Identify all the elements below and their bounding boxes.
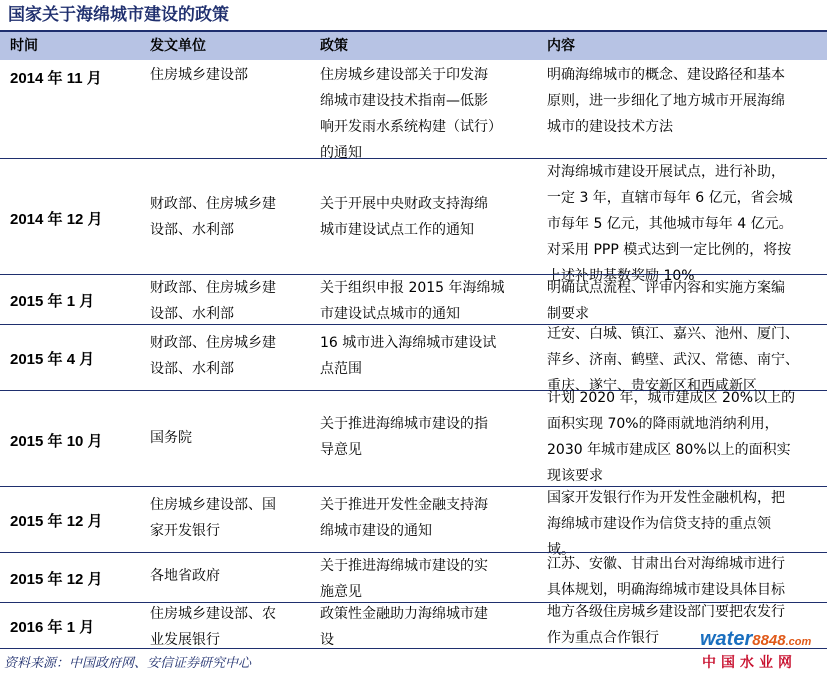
row-unit — [150, 601, 300, 653]
row-content-line: 地方各级住房城乡建设部门要把农发行 — [547, 604, 785, 620]
watermark-logo — [700, 624, 827, 675]
row-content-line: 市每年 5 亿元，其他城市每年 4 亿元。 — [547, 216, 793, 232]
row-unit-line: 设部、水利部 — [150, 361, 234, 377]
row-content-line: 一定 3 年，直辖市每年 6 亿元，省会城 — [547, 190, 793, 206]
row-policy-line: 关于推进开发性金融支持海 — [320, 497, 488, 513]
row-policy-line: 市建设试点城市的通知 — [320, 306, 460, 322]
row-content-line: 对海绵城市建设开展试点，进行补助， — [547, 164, 785, 180]
row-content-line: 原则，进一步细化了地方城市开展海绵 — [547, 93, 785, 109]
table-row — [0, 390, 827, 487]
row-policy — [320, 553, 532, 605]
row-time: 2015 年 12 月 — [10, 513, 103, 530]
row-policy — [320, 411, 532, 463]
row-content-line: 海绵城市建设作为信贷支持的重点领 — [547, 516, 771, 532]
row-unit-line: 设部、水利部 — [150, 222, 234, 238]
row-policy-line: 的通知 — [320, 145, 362, 161]
row-content-line: 上述补助基数奖励 10% — [547, 268, 695, 284]
row-policy-line: 关于推进海绵城市建设的指 — [320, 416, 488, 432]
row-content — [547, 159, 825, 289]
row-unit-line: 设部、水利部 — [150, 306, 234, 322]
logo-wordmark: water8848.com — [700, 628, 812, 650]
row-policy-line: 设 — [320, 632, 334, 648]
row-content — [547, 62, 825, 140]
row-unit — [150, 275, 300, 327]
row-policy-line: 响开发雨水系统构建（试行） — [320, 119, 502, 135]
row-unit-line: 住房城乡建设部、农 — [150, 606, 276, 622]
row-content-line: 明确海绵城市的概念、建设路径和基本 — [547, 67, 785, 83]
row-content — [547, 385, 825, 489]
row-content-line: 计划 2020 年，城市建成区 20%以上的 — [547, 390, 796, 406]
row-time: 2015 年 12 月 — [10, 571, 103, 588]
page-title: 国家关于海绵城市建设的政策 — [8, 5, 229, 25]
row-time: 2015 年 10 月 — [10, 433, 103, 450]
row-unit-line: 各地省政府 — [150, 568, 220, 584]
row-unit — [150, 425, 300, 451]
row-content — [547, 275, 825, 327]
row-policy-line: 住房城乡建设部关于印发海 — [320, 67, 488, 83]
row-policy-line: 16 城市进入海绵城市建设试 — [320, 335, 497, 351]
row-content-line: 制要求 — [547, 306, 589, 322]
row-policy-line: 施意见 — [320, 584, 362, 600]
header-policy: 政策 — [320, 38, 348, 54]
row-unit — [150, 492, 300, 544]
row-unit — [150, 191, 300, 243]
header-time: 时间 — [10, 38, 38, 54]
row-policy-line: 绵城市建设技术指南—低影 — [320, 93, 488, 109]
table-row — [0, 158, 827, 284]
row-policy — [320, 492, 532, 544]
row-policy-line: 政策性金融助力海绵城市建 — [320, 606, 488, 622]
row-policy-line: 关于推进海绵城市建设的实 — [320, 558, 488, 574]
row-policy-line: 关于组织申报 2015 年海绵城 — [320, 280, 505, 296]
table-row — [0, 60, 827, 161]
table-row — [0, 324, 827, 394]
row-unit-line: 财政部、住房城乡建 — [150, 280, 276, 296]
row-content-line: 2030 年城市建成区 80%以上的面积实 — [547, 442, 791, 458]
row-unit-line: 住房城乡建设部 — [150, 67, 248, 83]
row-content-line: 江苏、安徽、甘肃出台对海绵城市进行 — [547, 556, 785, 572]
row-unit-line: 业发展银行 — [150, 632, 220, 648]
row-time: 2015 年 1 月 — [10, 293, 95, 310]
row-unit — [150, 62, 300, 88]
row-time: 2016 年 1 月 — [10, 619, 95, 636]
row-unit — [150, 563, 300, 589]
row-content-line: 明确试点流程、评审内容和实施方案编 — [547, 280, 785, 296]
row-policy — [320, 601, 532, 653]
row-time: 2014 年 12 月 — [10, 211, 103, 228]
header-unit: 发文单位 — [150, 38, 206, 54]
row-unit-line: 住房城乡建设部、国 — [150, 497, 276, 513]
row-policy-line: 关于开展中央财政支持海绵 — [320, 196, 488, 212]
row-unit-line: 财政部、住房城乡建 — [150, 196, 276, 212]
row-unit-line: 国务院 — [150, 430, 192, 446]
table-row — [0, 486, 827, 558]
row-policy-line: 绵城市建设的通知 — [320, 523, 432, 539]
row-policy — [320, 62, 532, 166]
row-policy-line: 点范围 — [320, 361, 362, 377]
row-content-line: 国家开发银行作为开发性金融机构，把 — [547, 490, 785, 506]
row-unit-line: 家开发银行 — [150, 523, 220, 539]
row-time: 2015 年 4 月 — [10, 351, 95, 368]
row-time: 2014 年 11 月 — [10, 70, 102, 87]
row-content-line: 作为重点合作银行 — [547, 630, 659, 646]
header-content: 内容 — [547, 38, 575, 54]
row-content-line: 域。 — [547, 542, 575, 558]
row-content-line: 现该要求 — [547, 468, 603, 484]
row-policy — [320, 191, 532, 243]
row-policy-line: 导意见 — [320, 442, 362, 458]
row-content-line: 萍乡、济南、鹤壁、武汉、常德、南宁、 — [547, 352, 799, 368]
row-policy — [320, 275, 532, 327]
row-content-line: 具体规划，明确海绵城市建设具体目标 — [547, 582, 785, 598]
logo-cn-name: 中国水业网 — [702, 655, 797, 671]
row-content-line: 迁安、白城、镇江、嘉兴、池州、厦门、 — [547, 326, 799, 342]
table-row — [0, 274, 827, 325]
row-content-line: 城市的建设技术方法 — [547, 119, 673, 135]
source-note: 资料来源：中国政府网、安信证券研究中心 — [4, 656, 252, 671]
row-content — [547, 551, 825, 603]
row-content-line: 重庆、遂宁、贵安新区和西咸新区 — [547, 378, 757, 394]
table-row — [0, 552, 827, 603]
table-header — [0, 32, 827, 60]
row-policy — [320, 330, 532, 382]
row-unit — [150, 330, 300, 382]
row-content-line: 对采用 PPP 模式达到一定比例的，将按 — [547, 242, 792, 258]
row-content-line: 面积实现 70%的降雨就地消纳利用， — [547, 416, 779, 432]
row-unit-line: 财政部、住房城乡建 — [150, 335, 276, 351]
row-policy-line: 城市建设试点工作的通知 — [320, 222, 474, 238]
